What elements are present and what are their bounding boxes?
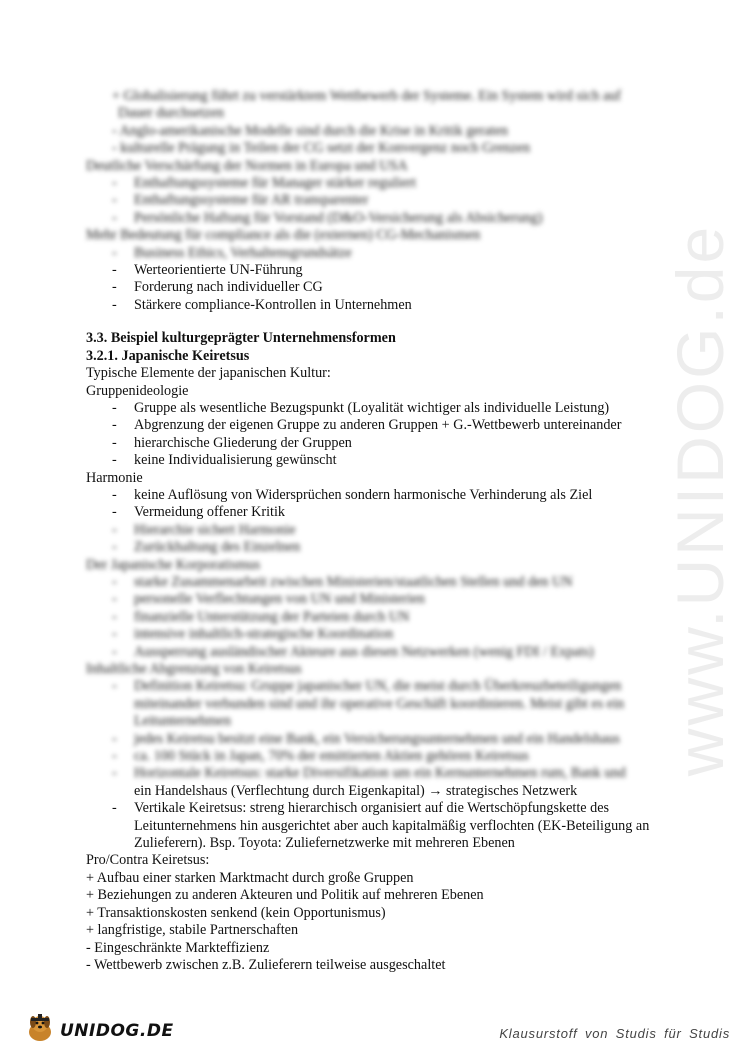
list-item bbox=[86, 417, 666, 434]
list-item bbox=[86, 210, 666, 227]
text-line: Dauer durchsetzen bbox=[118, 105, 224, 122]
bullet-dash: - bbox=[112, 748, 117, 765]
list-item-text: keine Auflösung von Widersprüchen sondern harmonische Verhinderung als Ziel bbox=[134, 486, 593, 503]
list-item bbox=[86, 574, 666, 591]
bullet-dash: - bbox=[112, 521, 117, 538]
list-item-text: Hierarchie sichert Harmonie bbox=[134, 521, 296, 538]
horizontal-keiretsu-continuation: ein Handelshaus (Verflechtung durch Eigenkapital) → strategisches Netzwerk bbox=[134, 782, 578, 799]
list-item bbox=[86, 452, 666, 469]
section-heading: 3.3. Beispiel kulturgeprägter Unternehmensformen bbox=[86, 330, 396, 347]
list-item bbox=[86, 487, 666, 504]
blurred-top-section bbox=[86, 88, 666, 262]
text-line: Inhaltliche Abgrenzung von Keiretsus bbox=[86, 661, 302, 677]
list-item bbox=[86, 731, 666, 748]
list-item-text: ca. 100 Stück in Japan, 70% der emittierten Aktien gehören Keiretsus bbox=[134, 748, 529, 765]
list-item-text: jedes Keiretsu besitzt eine Bank, ein Versicherungsunternehmen und ein Handelshaus bbox=[134, 730, 620, 747]
footer-tagline: Klausurstoff von Studis für Studis bbox=[499, 1026, 730, 1041]
pro-contra-item: - Eingeschränkte Markteffizienz bbox=[86, 939, 270, 956]
list-item-text: keine Individualisierung gewünscht bbox=[134, 452, 337, 469]
list-item bbox=[86, 192, 666, 209]
list-item bbox=[86, 504, 666, 521]
list-item-text: Vermeidung offener Kritik bbox=[134, 504, 286, 521]
bullet-dash: - bbox=[112, 539, 117, 556]
list-item bbox=[86, 678, 666, 695]
bullet-dash: - bbox=[112, 800, 117, 817]
list-item bbox=[86, 765, 666, 782]
list-item-text: personelle Verflechtungen von UN und Ministerien bbox=[134, 591, 425, 608]
bullet-dash: - bbox=[112, 399, 117, 416]
list-item bbox=[86, 279, 666, 296]
bullet-dash: - bbox=[112, 175, 117, 192]
list-item bbox=[86, 626, 666, 643]
list-item bbox=[86, 262, 666, 279]
list-item-text: Stärkere compliance-Kontrollen in Unternehmen bbox=[134, 296, 412, 313]
list-item-text: Gruppe als wesentliche Bezugspunkt (Loyalität wichtiger als individuelle Leistung) bbox=[134, 399, 610, 416]
bullet-dash: - bbox=[112, 504, 117, 521]
bullet-dash: - bbox=[112, 730, 117, 747]
list-item-text: Persönliche Haftung für Vorstand (D&O-Versicherung als Absicherung) bbox=[134, 209, 543, 226]
list-item-text: intensive inhaltlich-strategische Koordination bbox=[134, 626, 394, 643]
list-item bbox=[86, 400, 666, 417]
pro-contra-item: - Wettbewerb zwischen z.B. Zulieferern teilweise ausgeschaltet bbox=[86, 956, 446, 973]
bullet-dash: - bbox=[112, 279, 117, 296]
text-line: Deutliche Verschärfung der Normen in Europa und USA bbox=[86, 157, 408, 174]
list-item-text: Business Ethics, Verhaltensgrundsätze bbox=[134, 244, 352, 261]
bullet-dash: - bbox=[112, 262, 117, 279]
bullet-dash: - bbox=[112, 486, 117, 503]
compliance-list bbox=[86, 262, 666, 314]
list-item-text: Horizontale Keiretsus: starke Diversifikation um ein Kernunternehmen rum, Bank und bbox=[134, 765, 626, 782]
document-body bbox=[86, 88, 666, 974]
bullet-dash: - bbox=[112, 643, 117, 660]
bullet-dash: - bbox=[112, 192, 117, 209]
list-item bbox=[86, 297, 666, 314]
pro-contra-item: + Beziehungen zu anderen Akteuren und Politik auf mehreren Ebenen bbox=[86, 887, 484, 904]
text-line: - Anglo-amerikanische Modelle sind durch die Krise in Kritik geraten bbox=[112, 122, 508, 139]
list-item bbox=[86, 748, 666, 765]
text-line: - kulturelle Prägung in Teilen der CG setzt der Konvergenz noch Grenzen bbox=[112, 140, 531, 157]
dog-logo-icon bbox=[22, 1010, 58, 1051]
subsection-heading: 3.2.1. Japanische Keiretsus bbox=[86, 347, 250, 364]
watermark-text: www.UNIDOG.de bbox=[663, 223, 737, 777]
text-line: Leitunternehmen bbox=[134, 713, 231, 730]
watermark bbox=[655, 223, 745, 777]
list-item bbox=[86, 522, 666, 539]
list-item-text: starke Zusammenarbeit zwischen Ministerien/staatlichen Stellen und den UN bbox=[134, 573, 573, 590]
list-item bbox=[86, 435, 666, 452]
list-item bbox=[86, 609, 666, 626]
bullet-dash: - bbox=[112, 626, 117, 643]
bullet-dash: - bbox=[112, 678, 117, 695]
list-item-text: finanzielle Unterstützung der Parteien durch UN bbox=[134, 608, 410, 625]
harmony-title: Harmonie bbox=[86, 469, 143, 486]
list-item-text: Aussperrung ausländischer Akteure aus diesen Netzwerken (wenig FDI / Expats) bbox=[134, 643, 594, 660]
text-line: Der Japanische Korporatismus bbox=[86, 556, 261, 573]
list-item-text: hierarchische Gliederung der Gruppen bbox=[134, 434, 352, 451]
bullet-dash: - bbox=[112, 573, 117, 590]
pro-contra-item: + langfristige, stabile Partnerschaften bbox=[86, 922, 299, 939]
pro-contra-title: Pro/Contra Keiretsus: bbox=[86, 852, 210, 869]
bullet-dash: - bbox=[112, 434, 117, 451]
bullet-dash: - bbox=[112, 765, 117, 782]
bullet-dash: - bbox=[112, 209, 117, 226]
list-item-text: Enthaftungssysteme für Manager stärker reguliert bbox=[134, 175, 417, 192]
brand-name: UNIDOG.DE bbox=[60, 1020, 174, 1041]
list-item-text: Enthaftungssysteme für AR transparenter bbox=[134, 192, 369, 209]
group-title: Gruppenideologie bbox=[86, 382, 189, 399]
list-item bbox=[86, 800, 666, 852]
list-item bbox=[86, 245, 666, 262]
list-item-text: Werteorientierte UN-Führung bbox=[134, 262, 303, 279]
text-line: miteinander verbunden sind und ihr operative Geschäft koordinieren. Meist gibt es ein bbox=[134, 695, 625, 712]
list-item bbox=[86, 591, 666, 608]
list-item bbox=[86, 644, 666, 661]
list-item-text: Forderung nach individueller CG bbox=[134, 279, 323, 296]
text-line: + Globalisierung führt zu verstärktem Wettbewerb der Systeme. Ein System wird sich auf bbox=[112, 88, 621, 104]
list-item-text: Zurückhaltung des Einzelnen bbox=[134, 539, 301, 556]
intro-text: Typische Elemente der japanischen Kultur: bbox=[86, 365, 331, 382]
list-item-text: Definition Keiretsu: Gruppe japanischer UN, die meist durch Überkreuzbeteiligungen bbox=[134, 678, 622, 695]
bullet-dash: - bbox=[112, 608, 117, 625]
vertical-keiretsu-text: Vertikale Keiretsus: streng hierarchisch organisiert auf die Wertschöpfungskette des Leitunternehmens hin ausgerichtet aber auch kapitalmäßig verflochten (EK-Beteiligung an Zulieferern). Bsp. Toyota: Zuliefernetzwerke mit mehreren Ebenen bbox=[134, 800, 650, 852]
bullet-dash: - bbox=[112, 591, 117, 608]
bullet-dash: - bbox=[112, 244, 117, 261]
blurred-middle-section bbox=[86, 522, 666, 783]
pro-contra-item: + Transaktionskosten senkend (kein Opportunismus) bbox=[86, 904, 386, 921]
list-item bbox=[86, 175, 666, 192]
bullet-dash: - bbox=[112, 452, 117, 469]
list-item-text: Abgrenzung der eigenen Gruppe zu anderen Gruppen + G.-Wettbewerb untereinander bbox=[134, 417, 622, 434]
list-item bbox=[86, 539, 666, 556]
text-line: Mehr Bedeutung für compliance als die (externen) CG-Mechanismen bbox=[86, 227, 481, 244]
pro-contra-item: + Aufbau einer starken Marktmacht durch große Gruppen bbox=[86, 869, 414, 886]
bullet-dash: - bbox=[112, 417, 117, 434]
footer-logo[interactable] bbox=[22, 1010, 174, 1051]
bullet-dash: - bbox=[112, 296, 117, 313]
